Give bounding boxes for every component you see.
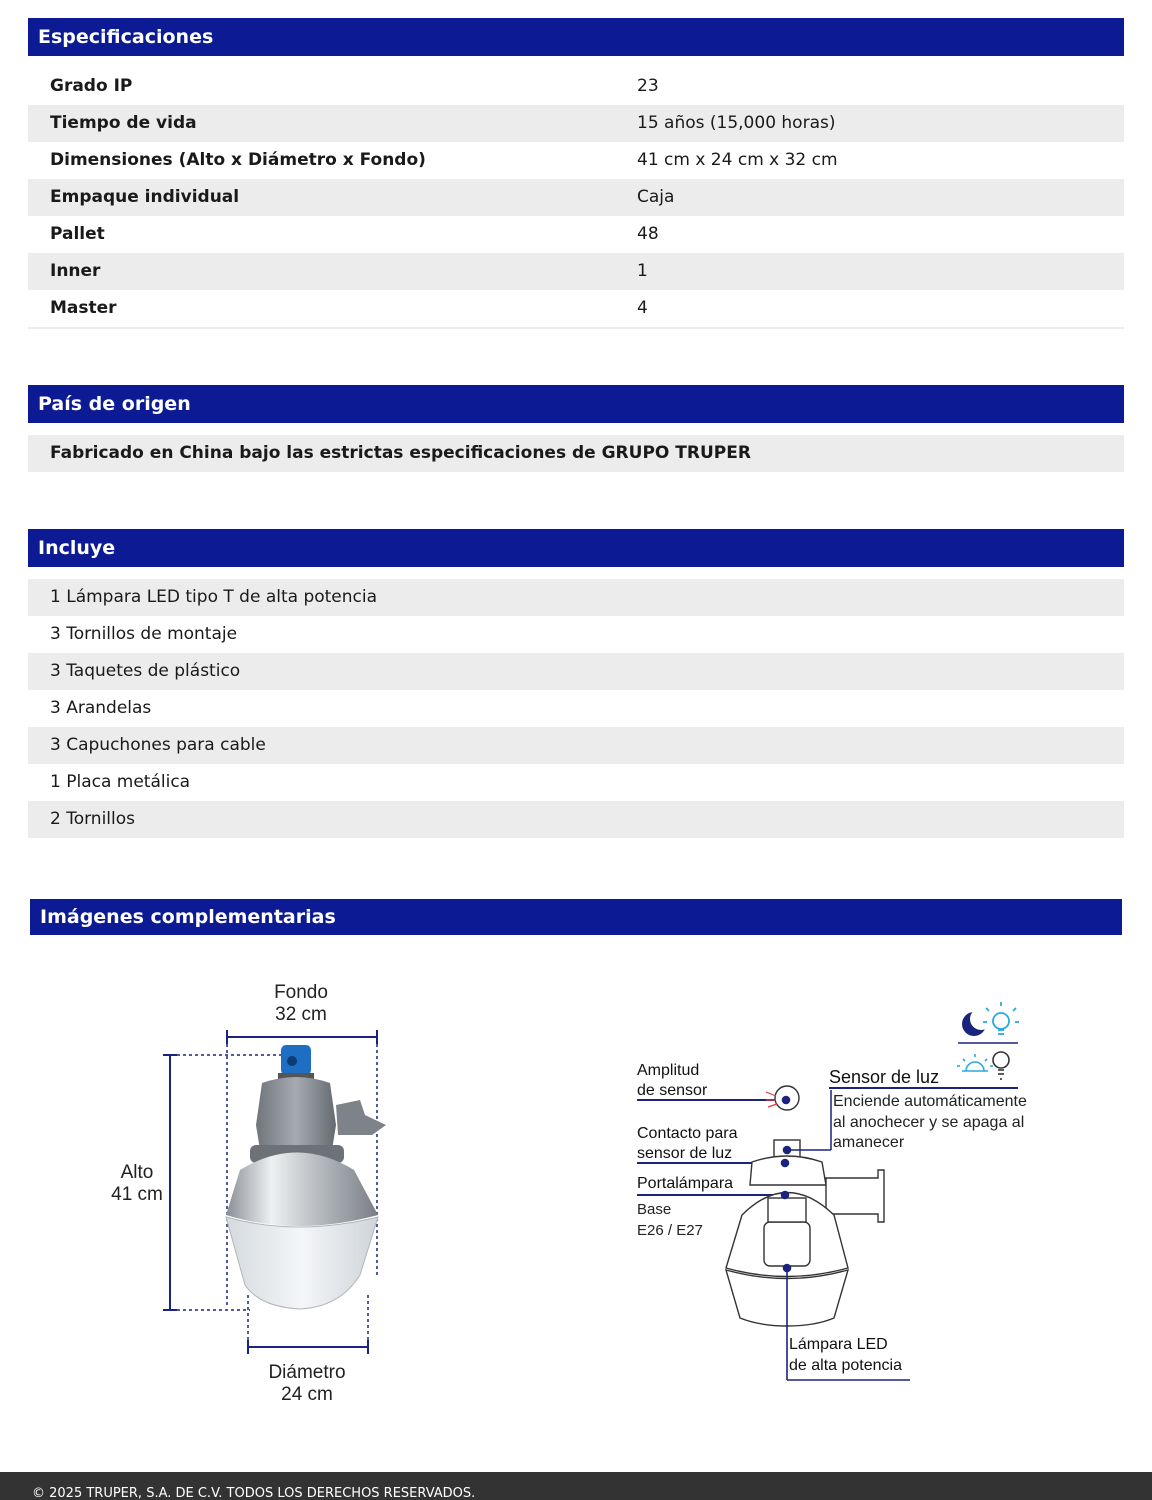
fondo-dimension-line xyxy=(227,1030,377,1044)
lampara-led-label-2: de alta potencia xyxy=(789,1357,902,1374)
spec-value: 4 xyxy=(637,298,648,318)
list-item xyxy=(28,801,1124,838)
street-lamp-drawing xyxy=(226,1045,386,1309)
list-item xyxy=(28,653,1124,690)
bulb-off-icon xyxy=(993,1052,1009,1080)
spec-value: Caja xyxy=(637,187,675,207)
origin-text: Fabricado en China bajo las estrictas especificaciones de GRUPO TRUPER xyxy=(50,443,751,463)
spec-label: Dimensiones (Alto x Diámetro x Fondo) xyxy=(50,150,426,170)
includes-header: Incluye xyxy=(28,529,1124,567)
list-item xyxy=(28,579,1124,616)
specs-header: Especificaciones xyxy=(28,18,1124,56)
amplitud-label-1: Amplitud xyxy=(637,1062,700,1079)
lampara-led-label-1: Lámpara LED xyxy=(789,1336,888,1353)
images-header: Imágenes complementarias xyxy=(30,899,1122,935)
include-item: 3 Taquetes de plástico xyxy=(50,661,241,681)
spec-value: 1 xyxy=(637,261,648,281)
spec-label: Empaque individual xyxy=(50,187,240,207)
table-row xyxy=(28,179,1124,216)
table-row xyxy=(28,105,1124,142)
alto-value: 41 cm xyxy=(111,1184,163,1205)
sun-icon xyxy=(957,1054,993,1071)
include-item: 3 Tornillos de montaje xyxy=(50,624,238,644)
spec-label: Master xyxy=(50,298,117,318)
specs-table xyxy=(28,68,1124,329)
base-label-2: E26 / E27 xyxy=(637,1222,703,1239)
diametro-value: 24 cm xyxy=(281,1384,333,1405)
alto-dimension-line xyxy=(163,1055,177,1310)
origin-header: País de origen xyxy=(28,385,1124,423)
list-item xyxy=(28,764,1124,801)
spec-value: 48 xyxy=(637,224,659,244)
table-row xyxy=(28,216,1124,253)
list-item xyxy=(28,727,1124,764)
include-item: 3 Arandelas xyxy=(50,698,152,718)
include-item: 1 Placa metálica xyxy=(50,772,191,792)
diametro-dimension-line xyxy=(248,1340,368,1354)
spec-value: 23 xyxy=(637,76,659,96)
moon-icon xyxy=(962,1008,992,1036)
spec-label: Pallet xyxy=(50,224,105,244)
product-dimensions-image xyxy=(100,975,430,1415)
spec-label: Tiempo de vida xyxy=(50,113,197,133)
spec-value: 15 años (15,000 horas) xyxy=(637,113,836,133)
spec-label: Grado IP xyxy=(50,76,133,96)
technical-diagram xyxy=(620,1000,1040,1390)
list-item xyxy=(28,616,1124,653)
sensor-desc-2: al anochecer y se apaga al xyxy=(833,1114,1025,1131)
alto-label: Alto xyxy=(120,1162,154,1183)
contacto-label-1: Contacto para xyxy=(637,1125,738,1142)
amplitud-label-2: de sensor xyxy=(637,1082,708,1099)
include-item: 1 Lámpara LED tipo T de alta potencia xyxy=(50,587,378,607)
sensor-title: Sensor de luz xyxy=(829,1067,940,1087)
table-row xyxy=(28,68,1124,105)
includes-list xyxy=(28,579,1124,838)
spec-label: Inner xyxy=(50,261,101,281)
spec-value: 41 cm x 24 cm x 32 cm xyxy=(637,150,838,170)
list-item xyxy=(28,690,1124,727)
footer xyxy=(0,1472,1152,1500)
fondo-value: 32 cm xyxy=(275,1004,327,1025)
table-row xyxy=(28,142,1124,179)
copyright-text: © 2025 TRUPER, S.A. DE C.V. TODOS LOS DERECHOS RESERVADOS. xyxy=(32,1486,476,1500)
portalampara-label: Portalámpara xyxy=(637,1175,734,1192)
sensor-desc-1: Enciende automáticamente xyxy=(833,1093,1027,1110)
include-item: 3 Capuchones para cable xyxy=(50,735,266,755)
fondo-label: Fondo xyxy=(274,982,328,1003)
table-row xyxy=(28,253,1124,290)
diametro-label: Diámetro xyxy=(268,1362,346,1383)
include-item: 2 Tornillos xyxy=(50,809,136,829)
origin-table xyxy=(28,435,1124,472)
contacto-label-2: sensor de luz xyxy=(637,1145,733,1162)
table-row xyxy=(28,435,1124,472)
sensor-desc-3: amanecer xyxy=(833,1134,905,1151)
divider xyxy=(28,327,1124,329)
base-label-1: Base xyxy=(637,1201,672,1218)
table-row xyxy=(28,290,1124,327)
